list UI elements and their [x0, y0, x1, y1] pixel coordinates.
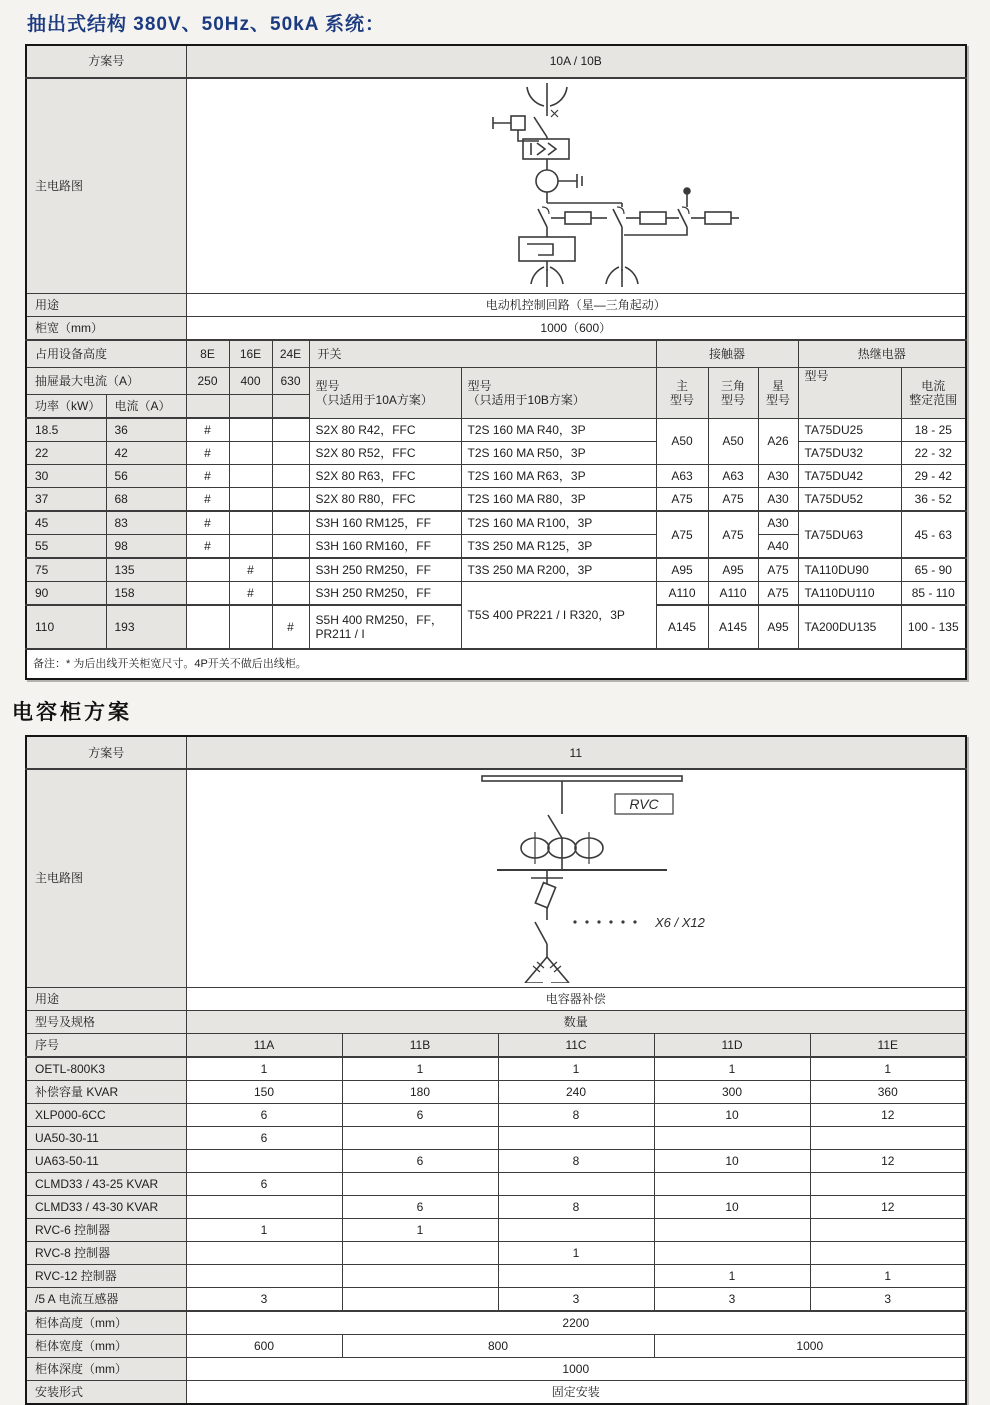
cell: 6 [186, 1126, 342, 1149]
cell: 3 [654, 1287, 810, 1311]
cell: A75 [656, 511, 708, 558]
header-line: 星 [772, 378, 785, 393]
cab-width-row [26, 317, 966, 341]
col-header: 11E [810, 1033, 966, 1057]
table-row [26, 511, 966, 535]
diagram-row [26, 78, 966, 294]
header-line: 型号 [315, 378, 340, 393]
cell [272, 442, 309, 465]
cell: # [186, 418, 229, 442]
cell: S3H 250 RM250，FF [309, 558, 461, 582]
cell: A50 [656, 418, 708, 465]
cell: 180 [342, 1080, 498, 1103]
cell [229, 395, 272, 419]
cell: A30 [758, 511, 798, 535]
cell: S2X 80 R63，FFC [309, 465, 461, 488]
cell: # [229, 582, 272, 606]
row-label: 柜体高度（mm） [26, 1311, 186, 1335]
cell: 6 [342, 1103, 498, 1126]
cell: 1000 [186, 1357, 966, 1380]
table-row [26, 1172, 966, 1195]
table-row [26, 1057, 966, 1081]
cell [186, 1241, 342, 1264]
row-label: RVC-8 控制器 [26, 1241, 186, 1264]
cell: A50 [708, 418, 758, 465]
cell: 135 [106, 558, 186, 582]
cell: S3H 250 RM250，FF [309, 582, 461, 606]
usage-label: 用途 [26, 294, 186, 317]
cell: 8 [498, 1149, 654, 1172]
header-row-1 [26, 340, 966, 368]
cell: TA75DU42 [798, 465, 901, 488]
cell: 1000 [654, 1334, 966, 1357]
cell [654, 1241, 810, 1264]
row-label: CLMD33 / 43-25 KVAR [26, 1172, 186, 1195]
capacitor-scheme-table [25, 735, 967, 1404]
row-label: OETL-800K3 [26, 1057, 186, 1081]
cell [272, 535, 309, 559]
table-row [26, 1264, 966, 1287]
cell: 1 [654, 1057, 810, 1081]
table-row [26, 418, 966, 442]
cell: 1 [186, 1057, 342, 1081]
serial-label: 序号 [26, 1033, 186, 1057]
cell: 42 [106, 442, 186, 465]
cell: S3H 160 RM160，FF [309, 535, 461, 559]
cell: TA110DU110 [798, 582, 901, 606]
cell: 600 [186, 1334, 342, 1357]
header-line: （只适用于10A方案） [315, 393, 433, 408]
cell: A63 [656, 465, 708, 488]
scheme-label: 方案号 [26, 736, 186, 769]
row-label: XLP000-6CC [26, 1103, 186, 1126]
cell: A26 [758, 418, 798, 465]
col-header [656, 368, 708, 419]
row-label: 安装形式 [26, 1380, 186, 1404]
cell: 36 [106, 418, 186, 442]
cell [272, 488, 309, 512]
cell: 12 [810, 1103, 966, 1126]
cell: 22 - 32 [901, 442, 966, 465]
note-row [26, 649, 966, 679]
cell: 12 [810, 1149, 966, 1172]
cell: 10 [654, 1149, 810, 1172]
cell: 3 [498, 1287, 654, 1311]
cell: A110 [708, 582, 758, 606]
cell: 10 [654, 1195, 810, 1218]
cell [810, 1126, 966, 1149]
cell: 6 [186, 1172, 342, 1195]
cell: S2X 80 R80，FFC [309, 488, 461, 512]
cell: 150 [186, 1080, 342, 1103]
cell [810, 1241, 966, 1264]
header-line: （只适用于10B方案） [467, 393, 585, 408]
cell [186, 558, 229, 582]
table-row [26, 1126, 966, 1149]
table-row [26, 488, 966, 512]
header-line: 三角 [721, 378, 746, 393]
cell: 110 [26, 605, 106, 649]
usage-value: 电容器补偿 [186, 987, 966, 1010]
cell: A110 [656, 582, 708, 606]
table-row [26, 558, 966, 582]
cell [272, 418, 309, 442]
cell: 6 [342, 1195, 498, 1218]
cell: 56 [106, 465, 186, 488]
scheme-label: 方案号 [26, 45, 186, 78]
cell [272, 465, 309, 488]
cell: 1 [498, 1057, 654, 1081]
cell: A75 [758, 558, 798, 582]
col-header: 11D [654, 1033, 810, 1057]
table-row [26, 1241, 966, 1264]
cell: # [186, 442, 229, 465]
row-label: RVC-12 控制器 [26, 1264, 186, 1287]
cell: 1 [810, 1057, 966, 1081]
cell: A75 [656, 488, 708, 512]
table-row [26, 1195, 966, 1218]
cell [229, 465, 272, 488]
serial-header-row [26, 1033, 966, 1057]
cell: S2X 80 R52，FFC [309, 442, 461, 465]
col-header: 型号 [798, 368, 901, 419]
rvc-label: RVC [628, 796, 659, 813]
col-header: 电流（A） [106, 395, 186, 419]
t2-rows [26, 1057, 966, 1311]
diagram-label: 主电路图 [26, 769, 186, 987]
cell [186, 395, 229, 419]
cell [272, 511, 309, 535]
cell [498, 1126, 654, 1149]
scheme-value: 10A / 10B [186, 45, 966, 78]
cell: 1 [342, 1218, 498, 1241]
cell [342, 1126, 498, 1149]
spec-label: 型号及规格 [26, 1010, 186, 1033]
cab-height-row [26, 1311, 966, 1335]
cell: 75 [26, 558, 106, 582]
scheme-value: 11 [186, 736, 966, 769]
cell [229, 605, 272, 649]
cell: T2S 160 MA R40，3P [461, 418, 656, 442]
row-label: UA50-30-11 [26, 1126, 186, 1149]
cell: T3S 250 MA R200，3P [461, 558, 656, 582]
cell: A95 [708, 558, 758, 582]
cab-width-value: 1000（600） [186, 317, 966, 341]
cell [186, 1149, 342, 1172]
main-circuit-diagram-1 [186, 78, 966, 294]
cell: S3H 160 RM125，FF [309, 511, 461, 535]
col-header [461, 368, 656, 419]
cell: 3 [186, 1287, 342, 1311]
table-row [26, 582, 966, 606]
cab-depth-row [26, 1357, 966, 1380]
header-line: 电流 [921, 378, 946, 393]
col-header: 250 [186, 368, 229, 395]
cell [272, 558, 309, 582]
cell: 12 [810, 1195, 966, 1218]
cell: 193 [106, 605, 186, 649]
cell [186, 1195, 342, 1218]
cell: TA75DU32 [798, 442, 901, 465]
cell [498, 1218, 654, 1241]
cell: 158 [106, 582, 186, 606]
cell: 240 [498, 1080, 654, 1103]
cell: 22 [26, 442, 106, 465]
cell: 8 [498, 1195, 654, 1218]
cell: 1 [654, 1264, 810, 1287]
diagram-row [26, 769, 966, 987]
col-header: 接触器 [656, 340, 798, 368]
page-title: 抽出式结构 380V、50Hz、50kA 系统： [27, 14, 386, 35]
cell: A30 [758, 465, 798, 488]
cell: 36 - 52 [901, 488, 966, 512]
cell: T5S 400 PR221 / I R320，3P [461, 582, 656, 650]
table-note: 备注：* 为后出线开关柜宽尺寸。4P开关不做后出线柜。 [26, 649, 966, 679]
cell [810, 1218, 966, 1241]
cell [342, 1264, 498, 1287]
usage-row [26, 987, 966, 1010]
cell: 98 [106, 535, 186, 559]
cell [229, 418, 272, 442]
cell: 1 [186, 1218, 342, 1241]
capacitor-circuit-svg [187, 770, 967, 983]
row-label: UA63-50-11 [26, 1149, 186, 1172]
table-row [26, 442, 966, 465]
col-header: 400 [229, 368, 272, 395]
cell: 45 [26, 511, 106, 535]
col-header [758, 368, 798, 419]
header-line: 主 [676, 378, 689, 393]
cell: A95 [656, 558, 708, 582]
table-row [26, 1218, 966, 1241]
table-row [26, 1103, 966, 1126]
cell: 1 [342, 1057, 498, 1081]
cab-width-label: 柜宽（mm） [26, 317, 186, 341]
cell: TA75DU63 [798, 511, 901, 558]
cell [229, 535, 272, 559]
cell: 85 - 110 [901, 582, 966, 606]
cell: 2200 [186, 1311, 966, 1335]
diagram-label: 主电路图 [26, 78, 186, 294]
cell: A145 [656, 605, 708, 649]
cell: 800 [342, 1334, 654, 1357]
cell [498, 1172, 654, 1195]
cell: # [186, 535, 229, 559]
cell [810, 1172, 966, 1195]
cell: T2S 160 MA R50，3P [461, 442, 656, 465]
cell [186, 605, 229, 649]
cell: 83 [106, 511, 186, 535]
header-line: 型号 [467, 378, 492, 393]
scheme-row [26, 736, 966, 769]
cell: A30 [758, 488, 798, 512]
cell: 90 [26, 582, 106, 606]
cell: A75 [758, 582, 798, 606]
cell: 100 - 135 [901, 605, 966, 649]
col-header: 24E [272, 340, 309, 368]
cell: S5H 400 RM250，FF，PR211 / I [309, 605, 461, 649]
cell: 6 [186, 1103, 342, 1126]
terminal-label: X6 / X12 [654, 915, 705, 931]
col-header: 功率（kW） [26, 395, 106, 419]
cell [186, 582, 229, 606]
cell: 300 [654, 1080, 810, 1103]
mount-row [26, 1380, 966, 1404]
cell: 6 [342, 1149, 498, 1172]
cell [229, 442, 272, 465]
cell: S2X 80 R42，FFC [309, 418, 461, 442]
col-header [708, 368, 758, 419]
cell: 68 [106, 488, 186, 512]
cell [229, 511, 272, 535]
cell: 10 [654, 1103, 810, 1126]
cell: 360 [810, 1080, 966, 1103]
main-circuit-diagram-2 [186, 769, 966, 987]
col-header: 占用设备高度 [26, 340, 186, 368]
cell [654, 1172, 810, 1195]
cell: TA75DU25 [798, 418, 901, 442]
cell: 37 [26, 488, 106, 512]
cell: T3S 250 MA R125，3P [461, 535, 656, 559]
cell: # [186, 511, 229, 535]
usage-label: 用途 [26, 987, 186, 1010]
cell: 45 - 63 [901, 511, 966, 558]
cell: TA110DU90 [798, 558, 901, 582]
motor-scheme-table [25, 44, 967, 680]
col-header: 热继电器 [798, 340, 966, 368]
table-row [26, 1149, 966, 1172]
table-row [26, 465, 966, 488]
scheme-row [26, 45, 966, 78]
table-row [26, 1080, 966, 1103]
cell [342, 1241, 498, 1264]
cell: 固定安装 [186, 1380, 966, 1404]
cell: # [186, 488, 229, 512]
cell [654, 1218, 810, 1241]
cell: T2S 160 MA R63，3P [461, 465, 656, 488]
cell: A75 [708, 488, 758, 512]
header-line: 型号 [766, 393, 791, 408]
cell: 1 [498, 1241, 654, 1264]
cell [229, 488, 272, 512]
cell: 1 [810, 1264, 966, 1287]
usage-row [26, 294, 966, 317]
col-header: 开关 [309, 340, 656, 368]
cell: TA75DU52 [798, 488, 901, 512]
cell [342, 1172, 498, 1195]
col-header: 11B [342, 1033, 498, 1057]
cell: # [186, 465, 229, 488]
cell: 65 - 90 [901, 558, 966, 582]
cell: 29 - 42 [901, 465, 966, 488]
col-header: 630 [272, 368, 309, 395]
cell: # [272, 605, 309, 649]
row-label: 柜体宽度（mm） [26, 1334, 186, 1357]
cab-width-row [26, 1334, 966, 1357]
row-label: RVC-6 控制器 [26, 1218, 186, 1241]
cell: 55 [26, 535, 106, 559]
cell: T2S 160 MA R100，3P [461, 511, 656, 535]
cell: A95 [758, 605, 798, 649]
section-title: 电容柜方案 [12, 699, 132, 725]
cell: TA200DU135 [798, 605, 901, 649]
row-label: /5 A 电流互感器 [26, 1287, 186, 1311]
cell: A145 [708, 605, 758, 649]
cell: # [229, 558, 272, 582]
usage-value: 电动机控制回路（星—三角起动） [186, 294, 966, 317]
cell: 18 - 25 [901, 418, 966, 442]
header-row-2 [26, 368, 966, 395]
col-header: 11C [498, 1033, 654, 1057]
cell: 8 [498, 1103, 654, 1126]
row-label: 柜体深度（mm） [26, 1357, 186, 1380]
col-header: 8E [186, 340, 229, 368]
header-line: 型号 [721, 393, 746, 408]
cell: T2S 160 MA R80，3P [461, 488, 656, 512]
qty-header-row [26, 1010, 966, 1033]
cell [498, 1264, 654, 1287]
col-header: 16E [229, 340, 272, 368]
header-line: 整定范围 [909, 393, 958, 408]
cell: 3 [810, 1287, 966, 1311]
cell [342, 1287, 498, 1311]
col-header: 抽屉最大电流（A） [26, 368, 186, 395]
col-header [309, 368, 461, 419]
col-header [901, 368, 966, 419]
table-row [26, 1287, 966, 1311]
cell [654, 1126, 810, 1149]
cell: 30 [26, 465, 106, 488]
row-label: 补偿容量 KVAR [26, 1080, 186, 1103]
cell: A40 [758, 535, 798, 559]
header-line: 型号 [670, 393, 695, 408]
col-header: 11A [186, 1033, 342, 1057]
cell [186, 1264, 342, 1287]
qty-label: 数量 [186, 1010, 966, 1033]
cell: A75 [708, 511, 758, 558]
cell [272, 395, 309, 419]
row-label: CLMD33 / 43-30 KVAR [26, 1195, 186, 1218]
cell [272, 582, 309, 606]
motor-circuit-svg [187, 79, 967, 290]
cell: A63 [708, 465, 758, 488]
cell: 18.5 [26, 418, 106, 442]
